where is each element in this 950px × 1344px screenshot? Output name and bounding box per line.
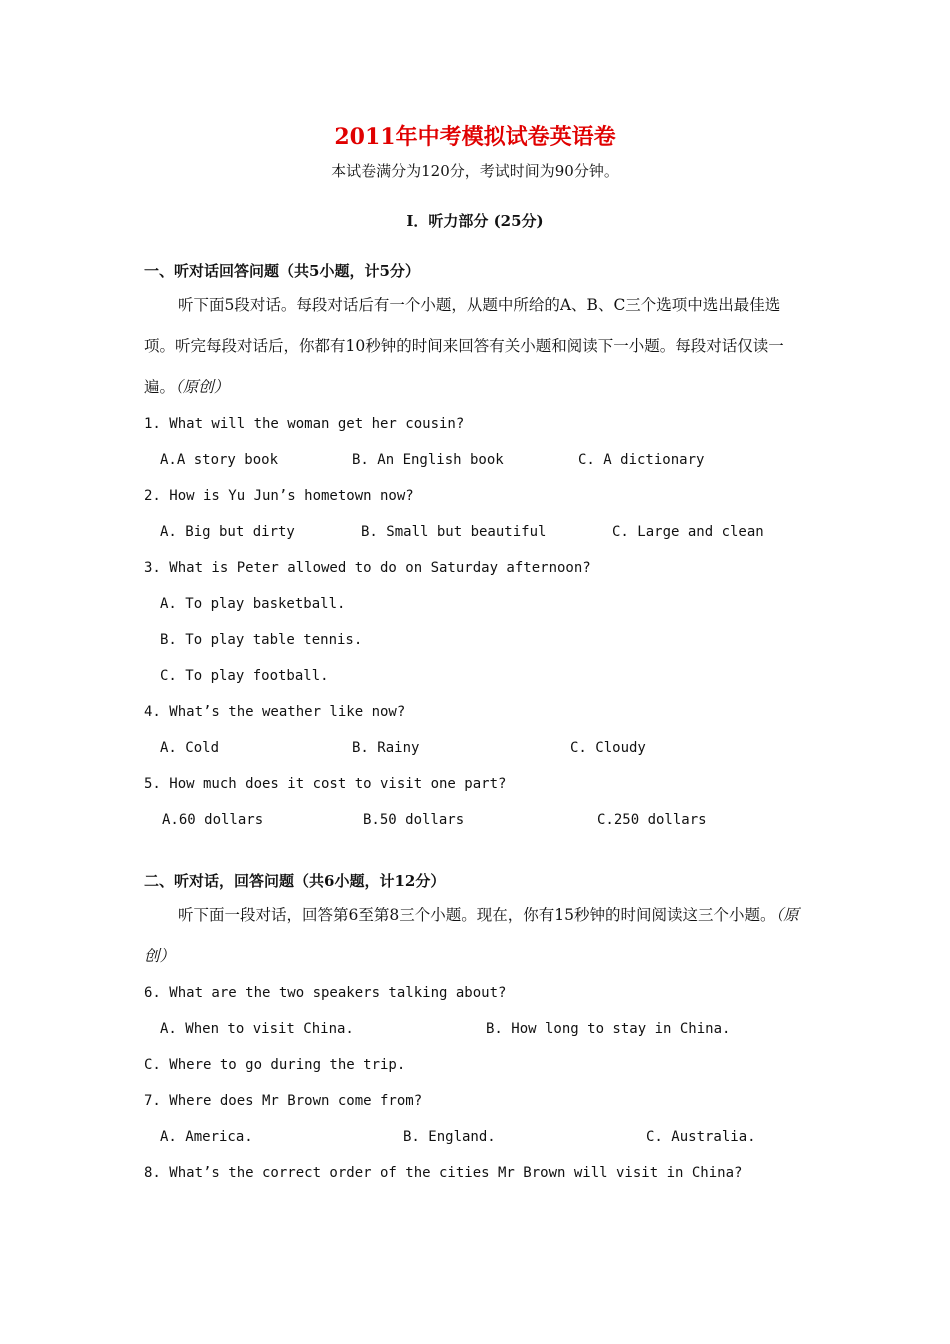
q6-option-b: B. How long to stay in China. xyxy=(486,1021,731,1037)
question-5: 5. How much does it cost to visit one part? xyxy=(144,776,507,792)
section2-instructions xyxy=(144,895,808,977)
q5-option-c: C.250 dollars xyxy=(597,812,707,828)
q7-option-a: A. America. xyxy=(160,1129,253,1145)
question-8: 8. What’s the correct order of the cities Mr Brown will visit in China? xyxy=(144,1165,743,1181)
exam-title: 2011年中考模拟试卷英语卷 xyxy=(334,124,616,150)
q4-option-c: C. Cloudy xyxy=(570,740,646,756)
section1-note: （原创） xyxy=(175,378,230,396)
question-7: 7. Where does Mr Brown come from? xyxy=(144,1093,423,1109)
exam-subtitle: 本试卷满分为120分，考试时间为90分钟。 xyxy=(331,162,619,180)
section2-instructions-text: 听下面一段对话，回答第6至第8三个小题。现在，你有15秒钟的时间阅读这三个小题。 xyxy=(178,906,776,924)
question-3: 3. What is Peter allowed to do on Saturday afternoon? xyxy=(144,560,591,576)
section2-heading: 二、听对话，回答问题（共6小题，计12分） xyxy=(144,872,446,890)
q1-option-b: B. An English book xyxy=(352,452,504,468)
question-6: 6. What are the two speakers talking about? xyxy=(144,985,507,1001)
question-4: 4. What’s the weather like now? xyxy=(144,704,406,720)
section1-heading: 一、听对话回答问题（共5小题，计5分） xyxy=(144,262,420,280)
q4-option-a: A. Cold xyxy=(160,740,220,756)
section1-instructions-text: 听下面5段对话。每段对话后有一个小题，从题中所给的A、B、C三个选项中选出最佳选项。听完每段对话后，你都有10秒钟的时间来回答有关小题和阅读下一小题。每段对话仅读一遍。 xyxy=(144,296,784,396)
question-1: 1. What will the woman get her cousin? xyxy=(144,416,465,432)
part-heading: I．听力部分 (25分) xyxy=(406,212,544,230)
q2-option-a: A. Big but dirty xyxy=(160,524,295,540)
q3-option-c: C. To play football. xyxy=(160,668,329,684)
q4-option-b: B. Rainy xyxy=(352,740,420,756)
q1-option-a: A.A story book xyxy=(160,452,279,468)
q1-option-c: C. A dictionary xyxy=(578,452,705,468)
section1-instructions xyxy=(144,285,808,408)
question-2: 2. How is Yu Jun’s hometown now? xyxy=(144,488,414,504)
q3-option-b: B. To play table tennis. xyxy=(160,632,363,648)
q5-option-a: A.60 dollars xyxy=(162,812,264,828)
q7-option-b: B. England. xyxy=(403,1129,496,1145)
q5-option-b: B.50 dollars xyxy=(363,812,465,828)
q2-option-c: C. Large and clean xyxy=(612,524,764,540)
section2-note: （原创） xyxy=(144,906,799,965)
q6-option-c: C. Where to go during the trip. xyxy=(144,1057,406,1073)
q2-option-b: B. Small but beautiful xyxy=(361,524,547,540)
q6-option-a: A. When to visit China. xyxy=(160,1021,354,1037)
q7-option-c: C. Australia. xyxy=(646,1129,756,1145)
q3-option-a: A. To play basketball. xyxy=(160,596,346,612)
